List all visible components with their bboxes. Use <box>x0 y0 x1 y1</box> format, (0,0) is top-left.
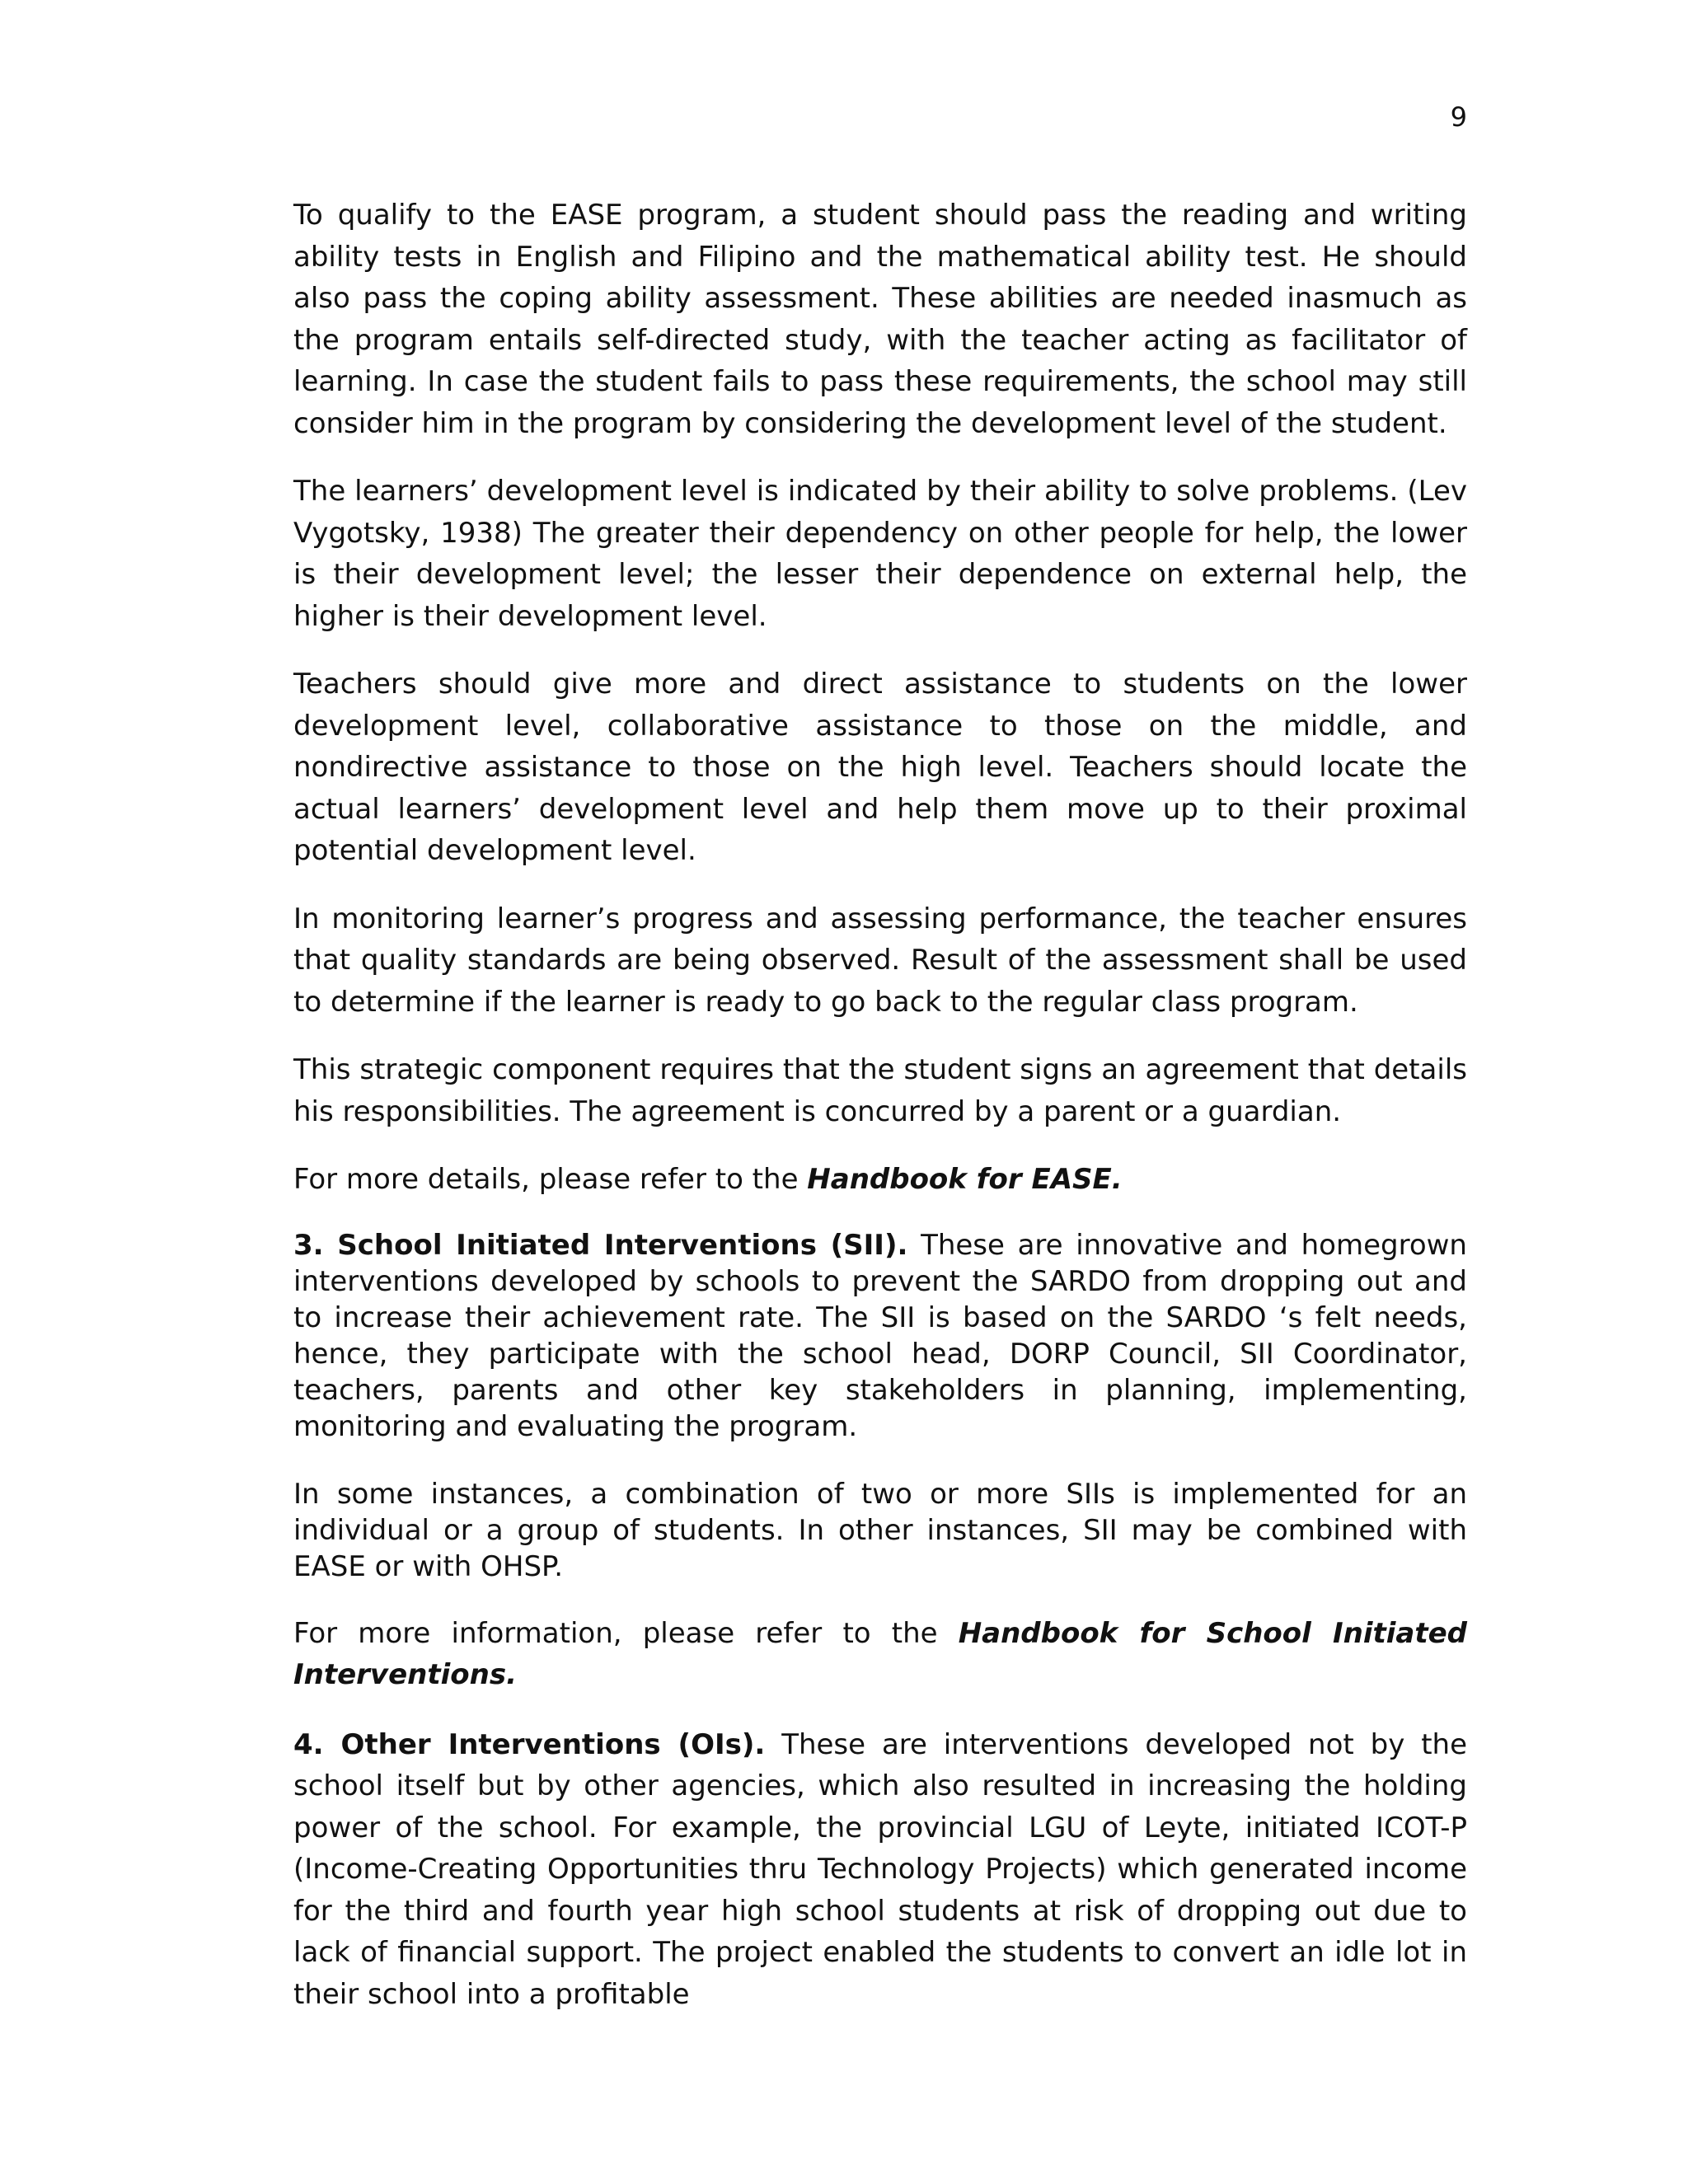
paragraph-sii-combination: In some instances, a combination of two or more SIIs is implemented for an individual or a group of students. In other instances, SII may be combined with EASE or with OHSP. <box>293 1477 1467 1583</box>
handbook-ease-title: Handbook for EASE. <box>807 1163 1123 1196</box>
paragraph-agreement: This strategic component requires that the student signs an agreement that details his responsibilities. The agreement is concurred by a parent or a guardian. <box>293 1053 1467 1128</box>
reference-lead-text: For more details, please refer to the <box>293 1163 808 1196</box>
paragraph-teacher-assistance: Teachers should give more and direct assistance to students on the lower development level, collaborative assistance to those on the middle, and nondirective assistance to those on the high level. Teachers should locate the actual learners’ development level and help them move up to their proximal potential development level. <box>293 668 1467 867</box>
document-body <box>293 194 1467 2015</box>
paragraph-other-interventions <box>293 1724 1467 2016</box>
paragraph-development-level: The learners’ development level is indicated by their ability to solve problems. (Lev Vygotsky, 1938) The greater their dependency on other people for help, the lower is their development level; the lesser their dependence on external help, the higher is their development level. <box>293 475 1467 633</box>
section-body-sii: These are innovative and homegrown interventions developed by schools to prevent the SARDO from dropping out and to increase their achievement rate. The SII is based on the SARDO ‘s felt needs, hence, they participate with the school head, DORP Council, SII Coordinator, teachers, parents and other key stakeholders in planning, implementing, monitoring and evaluating the program. <box>293 1228 1467 1443</box>
section-heading-oi: 4. Other Interventions (OIs). <box>293 1727 766 1761</box>
reference-lead-text: For more information, please refer to the <box>293 1616 959 1650</box>
paragraph-ease-qualification: To qualify to the EASE program, a student should pass the reading and writing ability tests in English and Filipino and the mathematical ability test. He should also pass the coping ability assessment. These abilities are needed inasmuch as the program entails self-directed study, with the teacher acting as facilitator of learning. In case the student fails to pass these requirements, the school may still consider him in the program by considering the development level of the student. <box>293 199 1467 440</box>
paragraph-ease-handbook-reference <box>293 1159 1467 1201</box>
paragraph-sii-handbook-reference <box>293 1613 1467 1696</box>
paragraph-school-initiated-interventions <box>293 1227 1467 1445</box>
paragraph-monitoring: In monitoring learner’s progress and assessing performance, the teacher ensures that quality standards are being observed. Result of the assessment shall be used to determine if the learner is ready to go back to the regular class program. <box>293 902 1467 1019</box>
section-body-oi: These are interventions developed not by the school itself but by other agencies, which also resulted in increasing the holding power of the school. For example, the provincial LGU of Leyte, initiated ICOT-P (Income-Creating Opportunities thru Technology Projects) which generated income for the third and fourth year high school students at risk of dropping out due to lack of financial support. The project enabled the students to convert an idle lot in their school into a profitable <box>293 1727 1467 2011</box>
section-heading-sii: 3. School Initiated Interventions (SII). <box>293 1228 908 1262</box>
handbook-sii-title: Handbook for School Initiated Interventions. <box>293 1616 1467 1691</box>
page-number: 9 <box>1450 101 1467 133</box>
